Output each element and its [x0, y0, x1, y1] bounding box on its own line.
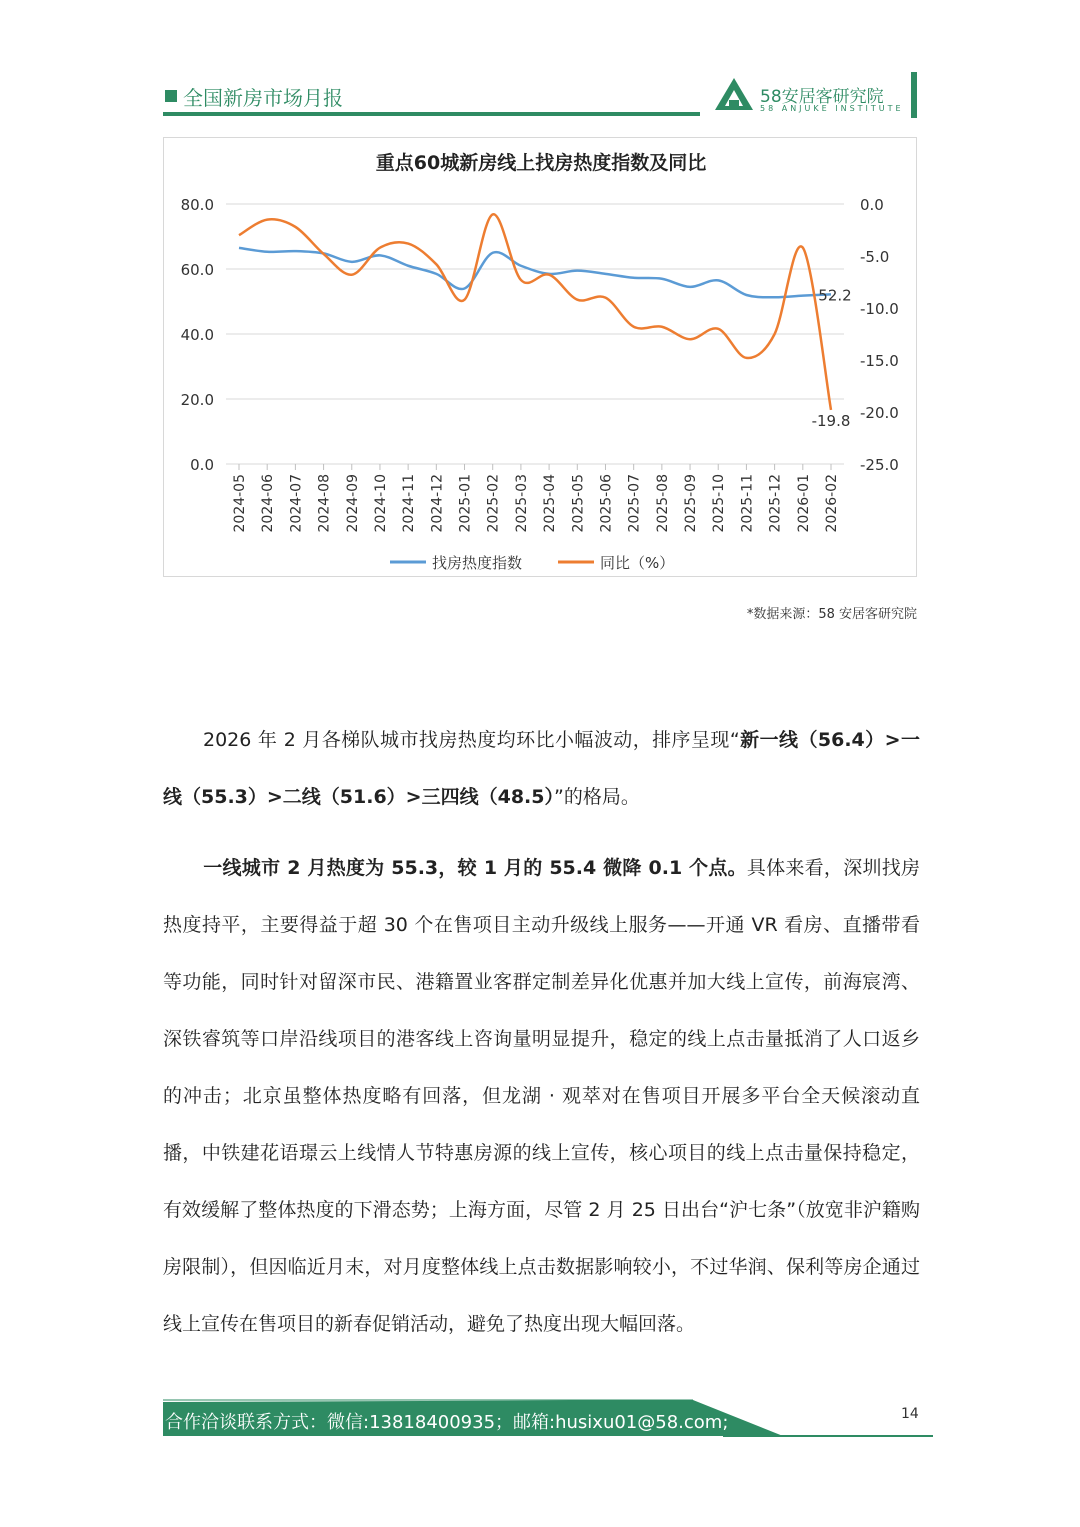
x-axis-tick-label: 2025-02 [485, 474, 502, 533]
header-vertical-bar [911, 72, 917, 118]
brand-logo [713, 76, 913, 116]
x-axis-tick-label: 2024-06 [260, 474, 277, 533]
chart-container [163, 137, 917, 577]
page-number: 14 [901, 1406, 919, 1422]
summary-text-1: 2026 年 2 月各梯队城市找房热度均环比小幅波动，排序呈现“ [203, 729, 740, 751]
right-axis-tick-label: -20.0 [860, 404, 899, 422]
logo-triangle-icon [713, 76, 755, 112]
summary-ranking: 新一线（56.4）>一线（55.3）>二线（51.6）>三四线（48.5） [163, 729, 920, 808]
data-source-note: *数据来源：58 安居客研究院 [746, 607, 917, 622]
legend-label-yoy: 同比（%） [600, 554, 675, 572]
header-underline [163, 112, 700, 116]
left-axis-tick-label: 40.0 [180, 326, 214, 344]
x-axis-tick-label: 2025-04 [542, 474, 559, 533]
paragraph-summary [163, 712, 920, 826]
page-footer [163, 1398, 933, 1438]
x-axis-tick-label: 2025-08 [654, 474, 671, 533]
left-axis-tick-label: 0.0 [190, 456, 214, 474]
x-axis-tick-label: 2025-11 [739, 474, 756, 533]
series-line-yoy [239, 214, 831, 410]
data-label-index-last: 52.2 [818, 286, 852, 305]
x-axis-tick-label: 2024-09 [344, 474, 361, 533]
chart-title: 重点60城新房线上找房热度指数及同比 [375, 152, 707, 174]
line-chart [164, 138, 918, 578]
x-axis-tick-label: 2024-10 [372, 474, 389, 533]
x-axis-tick-label: 2025-01 [457, 474, 474, 533]
right-axis-tick-label: 0.0 [860, 196, 884, 214]
x-axis-tick-label: 2024-07 [288, 474, 305, 533]
left-axis-tick-label: 60.0 [180, 261, 214, 279]
page-header [163, 70, 920, 120]
x-axis-tick-label: 2025-05 [570, 474, 587, 533]
right-axis-tick-label: -25.0 [860, 456, 899, 474]
tier1-body: 具体来看，深圳找房热度持平，主要得益于超 30 个在售项目主动升级线上服务——开通 VR 看房、直播带看等功能，同时针对留深市民、港籍置业客群定制差异化优惠并加大线上宣传，前海宸湾、深铁睿筑等口岸沿线项目的港客线上咨询量明显提升，稳定的线上点击量抵消了人口返乡的冲击；北京虽整体热度略有回落，但龙湖 · 观萃对在售项目开展多平台全天候滚动直播，中铁建花语璟云上线情人节特惠房源的线上宣传，核心项目的线上点击量保持稳定，有效缓解了整体热度的下滑态势；上海方面，尽管 2 月 25 日出台“沪七条”（放宽非沪籍购房限制），但因临近月末，对月度整体线上点击数据影响较小，不过华润、保利等房企通过线上宣传在售项目的新春促销活动，避免了热度出现大幅回落。 [163, 857, 920, 1335]
x-axis-tick-label: 2025-07 [626, 474, 643, 533]
right-axis-tick-label: -5.0 [860, 248, 890, 266]
left-axis-tick-label: 20.0 [180, 391, 214, 409]
x-axis-tick-label: 2025-03 [513, 474, 530, 533]
x-axis-tick-label: 2025-12 [767, 474, 784, 533]
x-axis-tick-label: 2025-06 [598, 474, 615, 533]
contact-info: 合作洽谈联系方式：微信:13818400935；邮箱:husixu01@58.com; [165, 1412, 729, 1433]
x-axis-tick-label: 2026-02 [824, 474, 840, 533]
x-axis-tick-label: 2024-05 [232, 474, 248, 533]
x-axis-tick-label: 2024-08 [316, 474, 333, 533]
series-line-index [239, 248, 831, 297]
tier1-headline: 一线城市 2 月热度为 55.3，较 1 月的 55.4 微降 0.1 个点。 [203, 857, 747, 879]
right-axis-tick-label: -10.0 [860, 300, 899, 318]
data-label-yoy-last: -19.8 [811, 411, 851, 430]
x-axis-tick-label: 2026-01 [795, 474, 812, 533]
x-axis-tick-label: 2024-12 [429, 474, 446, 533]
x-axis-tick-label: 2025-09 [683, 474, 700, 533]
x-axis-tick-label: 2025-10 [711, 474, 728, 533]
right-axis-tick-label: -15.0 [860, 352, 899, 370]
left-axis-tick-label: 80.0 [180, 196, 214, 214]
x-axis-tick-label: 2024-11 [401, 474, 418, 533]
paragraph-tier1 [163, 840, 920, 1353]
report-title: 全国新房市场月报 [183, 86, 343, 110]
logo-text: 58安居客研究院 [760, 87, 884, 107]
summary-text-2: ”的格局。 [553, 786, 640, 808]
legend-label-index: 找房热度指数 [432, 554, 523, 572]
logo-subtext: 58 ANJUKE INSTITUTE [760, 104, 904, 113]
header-square-icon [165, 90, 177, 102]
